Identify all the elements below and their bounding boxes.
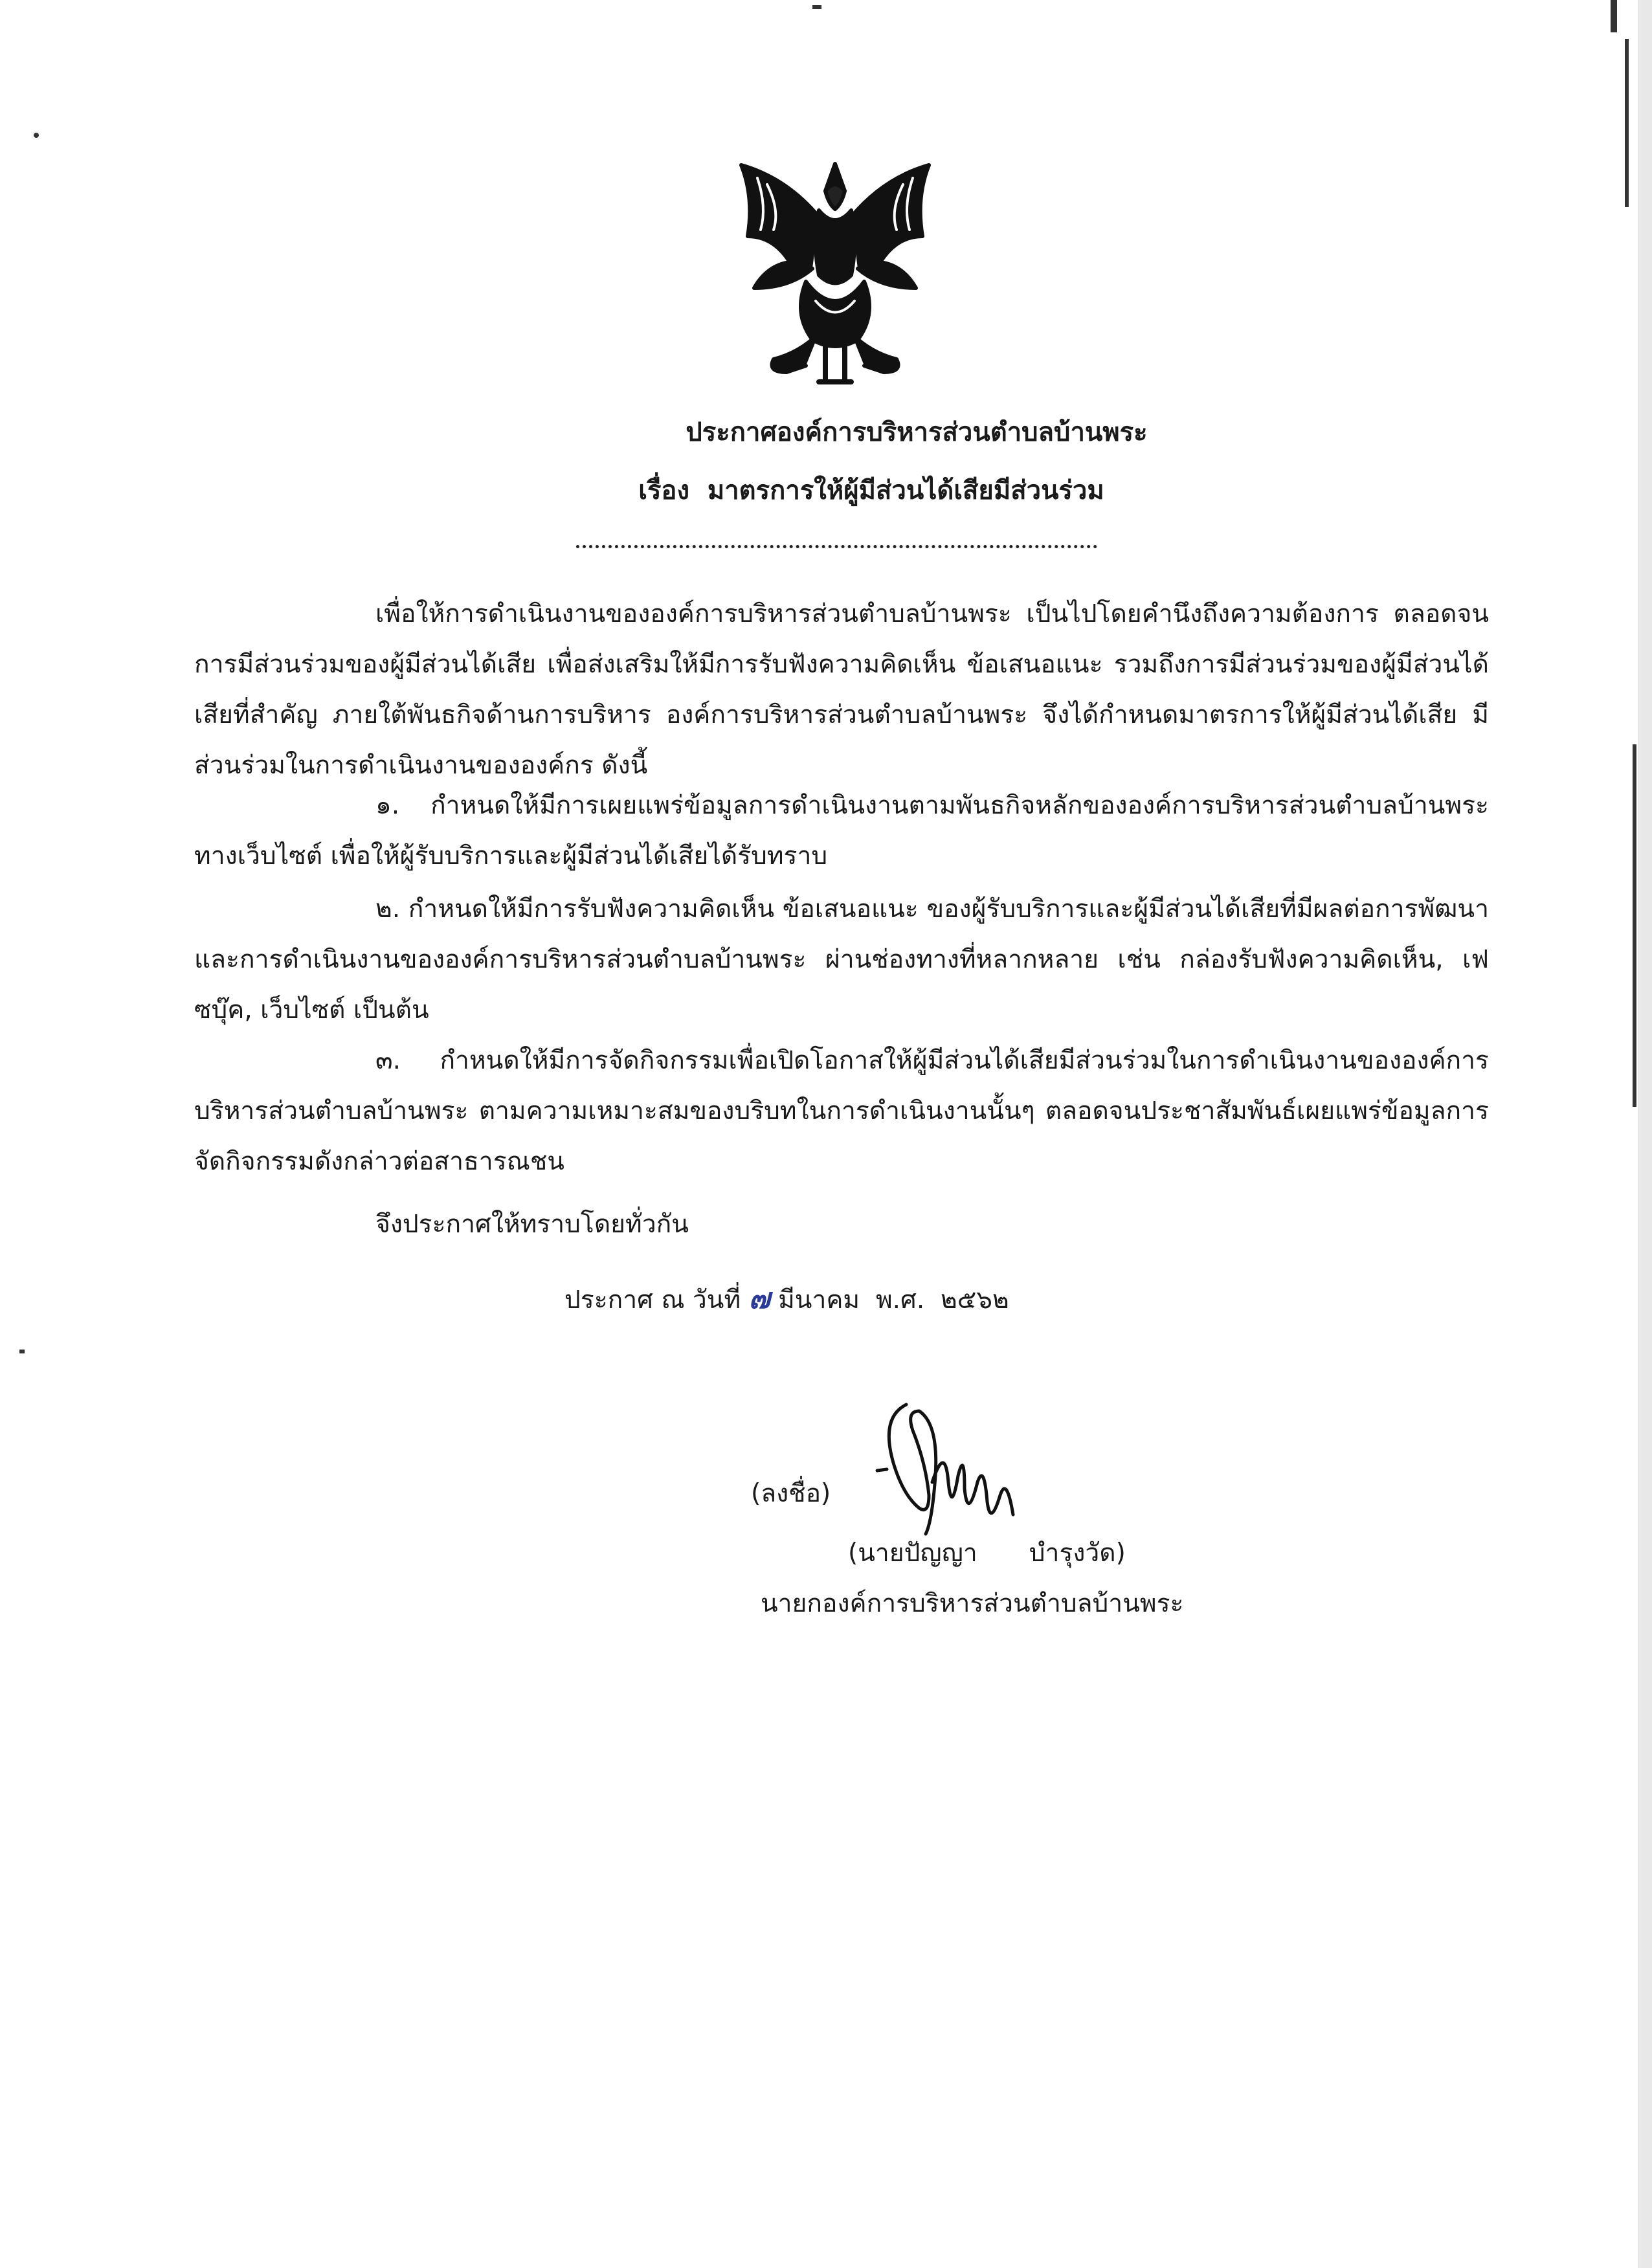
scan-mark — [1625, 39, 1629, 207]
date-day-handwritten: ๗ — [748, 1282, 770, 1315]
garuda-emblem — [728, 152, 942, 392]
subject-label: เรื่อง — [638, 476, 689, 506]
announcement-title: ประกาศองค์การบริหารส่วนตำบลบ้านพระ — [686, 417, 1148, 447]
handwritten-signature — [867, 1392, 1023, 1540]
sign-label: (ลงชื่อ) — [751, 1479, 831, 1508]
scan-dot — [19, 1350, 25, 1353]
closing-statement: จึงประกาศให้ทราบโดยทั่วกัน — [375, 1210, 689, 1239]
date-prefix: ประกาศ ณ วันที่ — [564, 1285, 741, 1315]
date-era: พ.ศ. — [875, 1285, 925, 1315]
date-month: มีนาคม — [778, 1285, 860, 1315]
date-year: ๒๕๖๒ — [941, 1285, 1009, 1315]
intro-paragraph — [194, 589, 1489, 791]
measure-item-1 — [194, 781, 1489, 882]
signer-position: นายกองค์การบริหารส่วนตำบลบ้านพระ — [761, 1589, 1184, 1618]
measure-item-3 — [194, 1036, 1489, 1187]
measure-item-1-text: ๑. กำหนดให้มีการเผยแพร่ข้อมูลการดำเนินงานตามพันธกิจหลักขององค์การบริหารส่วนตำบลบ้านพระ ทางเว็บไซต์ เพื่อให้ผู้รับบริการและผู้มีส่วนได้เสียได้รับทราบ — [194, 791, 1489, 871]
scan-dot — [812, 5, 821, 9]
scan-mark — [1611, 0, 1617, 32]
measure-item-2-text: ๒. กำหนดให้มีการรับฟังความคิดเห็น ข้อเสนอแนะ ของผู้รับบริการและผู้มีส่วนได้เสียที่มีผลต่อการพัฒนาและการดำเนินงานขององค์การบริหารส่วนตำบลบ้านพระ ผ่านช่องทางที่หลากหลาย เช่น กล่องรับฟังความคิดเห็น, เฟซบุ๊ค, เว็บไซต์ เป็นต้น — [194, 895, 1489, 1025]
signer-first-name: (นายปัญญา — [848, 1539, 977, 1568]
signer-last-name: บำรุงวัด) — [1029, 1539, 1126, 1568]
scan-mark — [1633, 744, 1636, 1107]
intro-text: เพื่อให้การดำเนินงานขององค์การบริหารส่วนตำบลบ้านพระ เป็นไปโดยคำนึงถึงความต้องการ ตลอดจนการมีส่วนร่วมของผู้มีส่วนได้เสีย เพื่อส่งเสริมให้มีการรับฟังความคิดเห็น ข้อเสนอแนะ รวมถึงการมีส่วนร่วมของผู้มีส่วนได้เสียที่สำคัญ ภายใต้พันธกิจด้านการบริหาร องค์การบริหารส่วนตำบลบ้านพระ จึงได้กำหนดมาตรการให้ผู้มีส่วนได้เสีย มีส่วนร่วมในการดำเนินงานขององค์กร ดังนี้ — [194, 599, 1489, 780]
scan-edge-shadow — [1638, 0, 1652, 2268]
subject-text: มาตรการให้ผู้มีส่วนได้เสียมีส่วนร่วม — [707, 476, 1104, 506]
announcement-subject — [45, 471, 1652, 510]
announcement-date — [564, 1280, 1009, 1320]
measure-item-2 — [194, 884, 1489, 1036]
measure-item-3-text: ๓. กำหนดให้มีการจัดกิจกรรมเพื่อเปิดโอกาสให้ผู้มีส่วนได้เสียมีส่วนร่วมในการดำเนินงานขององค์การบริหารส่วนตำบลบ้านพระ ตามความเหมาะสมของบริบทในการดำเนินงานนั้นๆ ตลอดจนประชาสัมพันธ์เผยแพร่ข้อมูลการจัดกิจกรรมดังกล่าวต่อสาธารณชน — [194, 1046, 1489, 1176]
dotted-divider — [576, 545, 1097, 548]
scan-dot — [34, 133, 39, 138]
signer-name — [848, 1534, 1126, 1573]
